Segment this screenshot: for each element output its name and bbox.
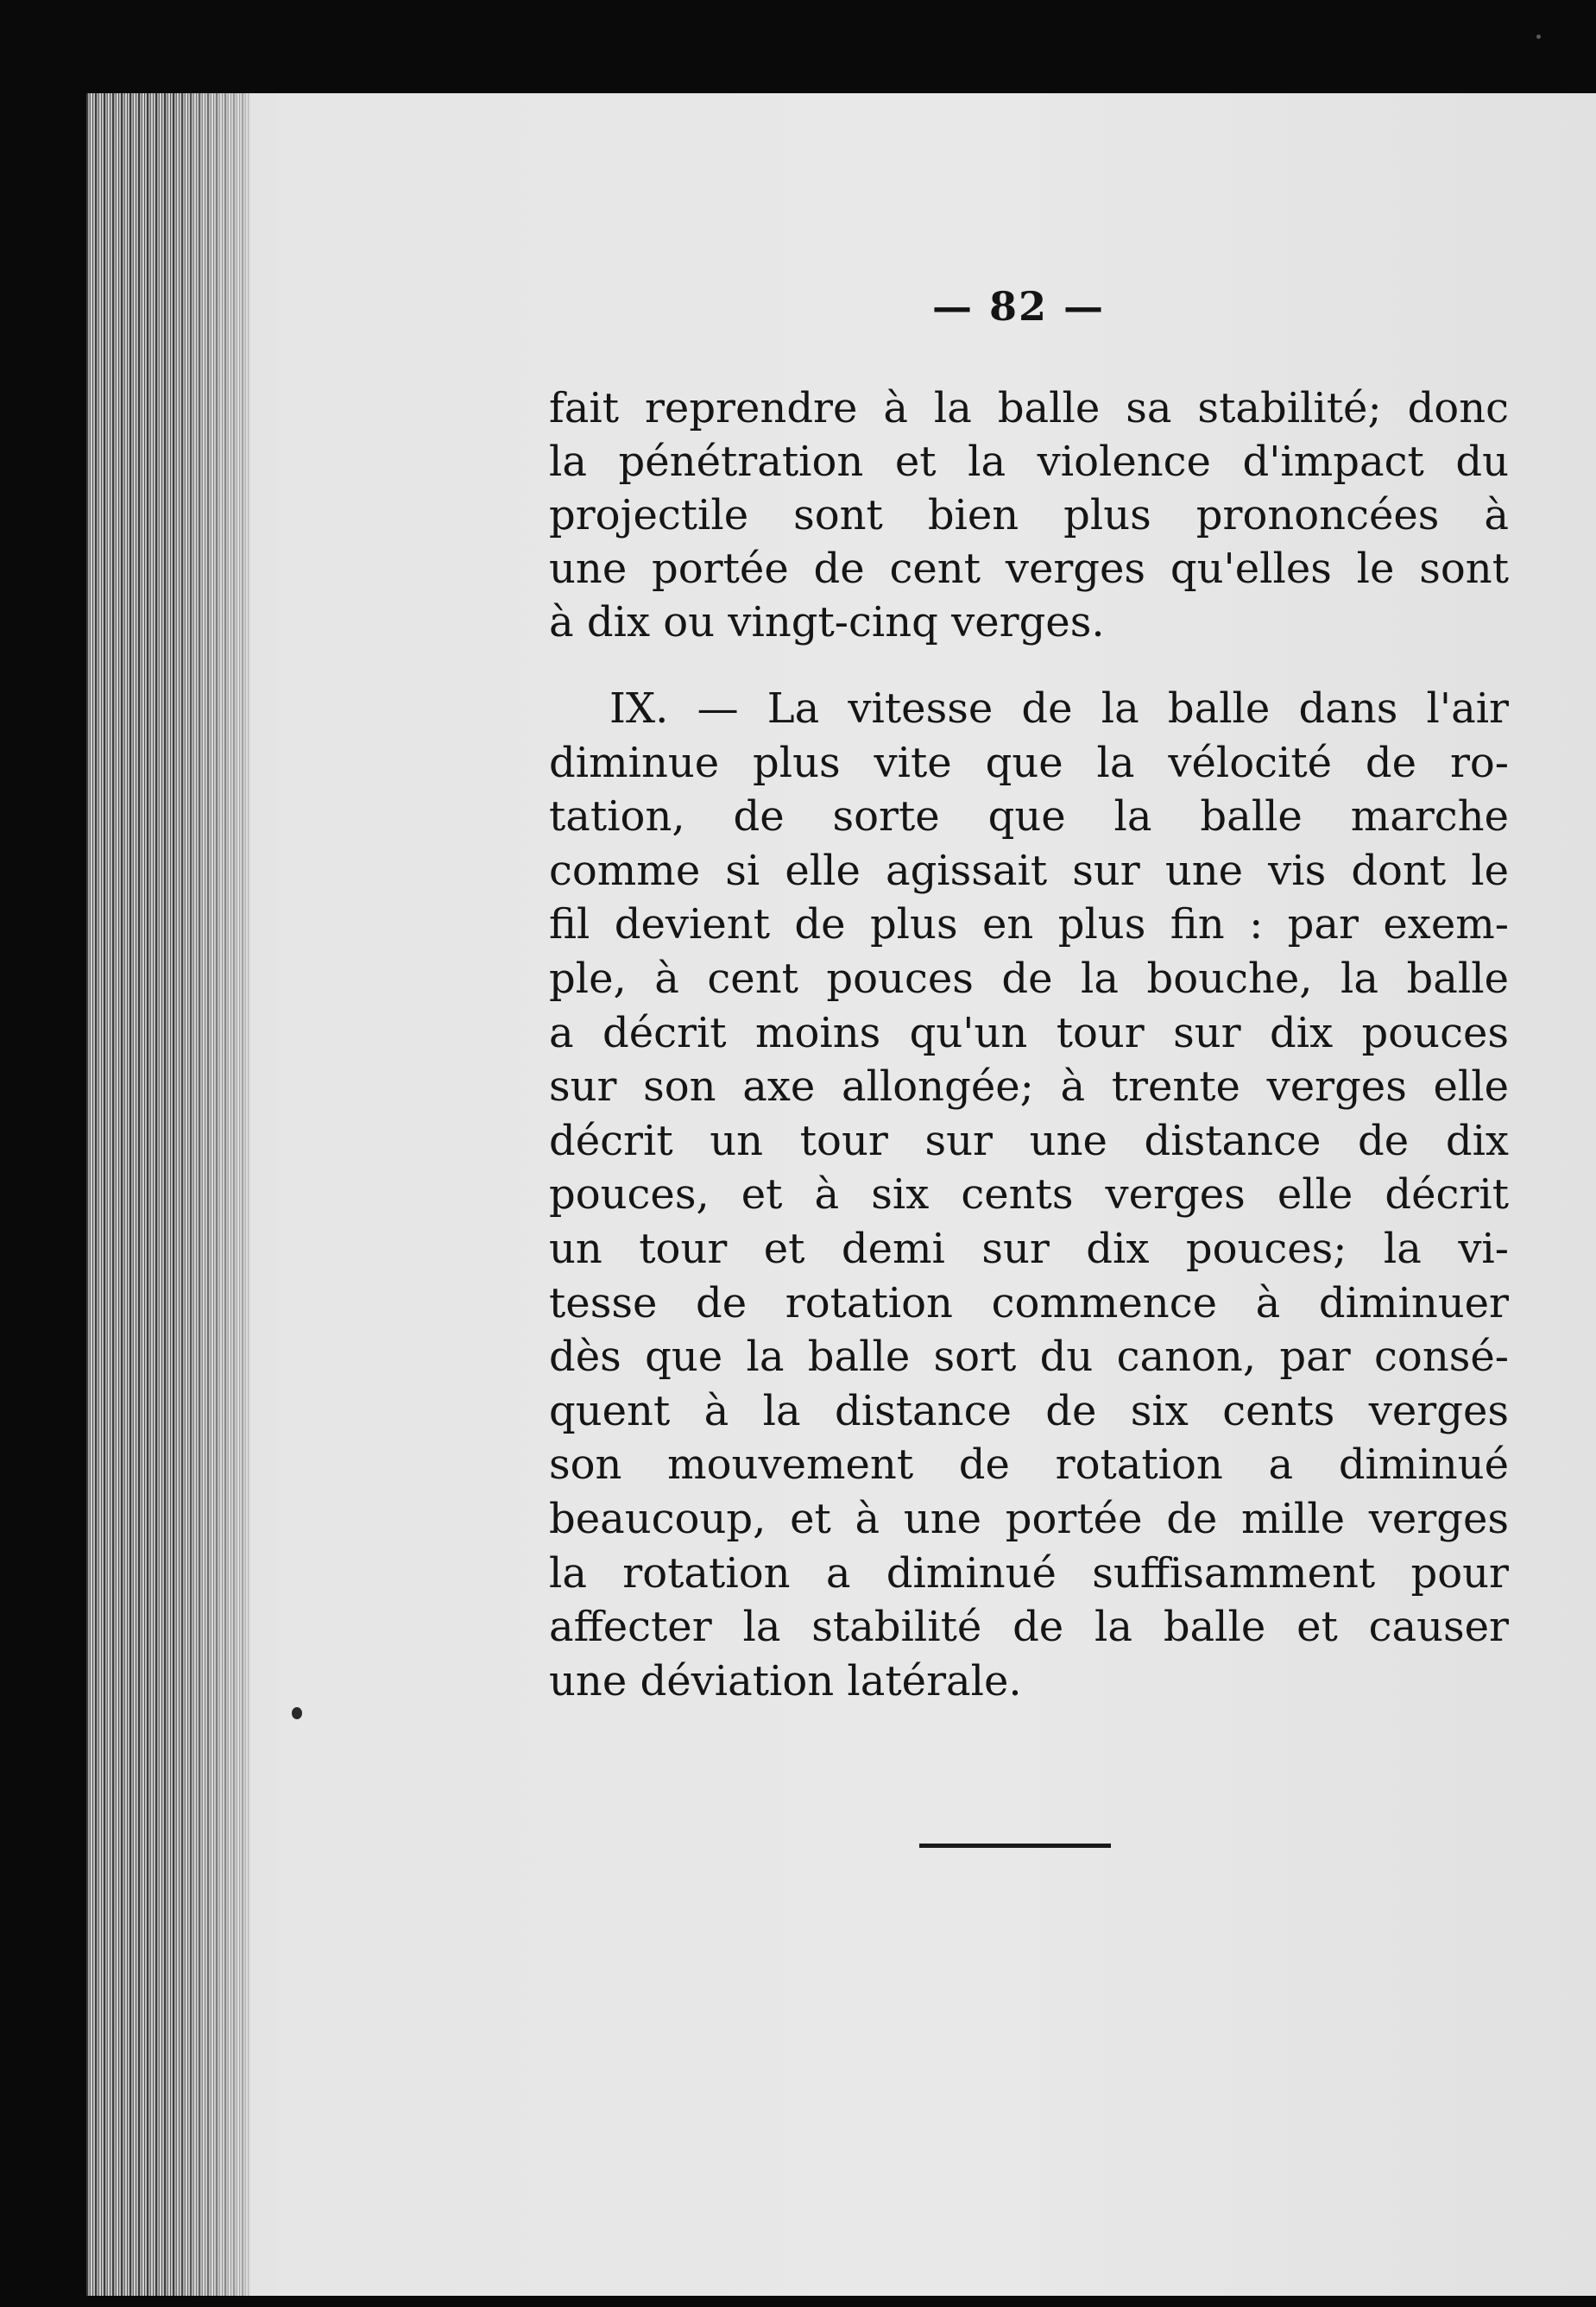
text-line: une déviation latérale.: [549, 1656, 1022, 1705]
text-line: pouces, et à six cents verges elle décrit: [549, 1170, 1509, 1220]
text-line: à dix ou vingt-cinq verges.: [549, 598, 1105, 646]
text-line: diminue plus vite que la vélocité de ro-: [549, 738, 1509, 787]
text-line: beaucoup, et à une portée de mille verges: [549, 1494, 1509, 1543]
text-line: tation, de sorte que la balle marche: [549, 792, 1509, 841]
scan-border-top: [0, 0, 1596, 93]
paragraph-section-ix: [549, 682, 1509, 1708]
text-line: IX. — La vitesse de la balle dans l'air: [609, 684, 1509, 733]
text-line: un tour et demi sur dix pouces; la vi-: [549, 1224, 1509, 1273]
text-line: quent à la distance de six cents verges: [549, 1386, 1509, 1435]
text-line: projectile sont bien plus prononcées à: [549, 491, 1509, 539]
end-rule: [919, 1844, 1111, 1848]
dust-speck: [292, 1707, 302, 1719]
page-number: — 82 —: [931, 283, 1106, 330]
text-line: tesse de rotation commence à diminuer: [549, 1278, 1509, 1327]
page-edges-fade: [173, 93, 276, 2296]
text-line: décrit un tour sur une distance de dix: [549, 1116, 1509, 1165]
scan-border-left: [0, 0, 86, 2307]
dust-speck: [1536, 35, 1541, 39]
text-line: comme si elle agissait sur une vis dont le: [549, 846, 1509, 895]
text-line: a décrit moins qu'un tour sur dix pouces: [549, 1008, 1509, 1057]
text-line: fil devient de plus en plus fin : par exem-: [549, 900, 1509, 949]
paragraph-continuation: [549, 381, 1509, 649]
text-line: sur son axe allongée; à trente verges elle: [549, 1062, 1509, 1112]
text-line: dès que la balle sort du canon, par consé-: [549, 1333, 1509, 1382]
text-line: la pénétration et la violence d'impact du: [549, 438, 1509, 486]
scan-border-bottom: [0, 2296, 1596, 2307]
text-line: affecter la stabilité de la balle et causer: [549, 1603, 1509, 1652]
text-line: son mouvement de rotation a diminué: [549, 1440, 1509, 1490]
text-line: une portée de cent verges qu'elles le sont: [549, 545, 1509, 593]
text-line: la rotation a diminué suffisamment pour: [549, 1548, 1509, 1598]
text-line: fait reprendre à la balle sa stabilité; donc: [549, 384, 1509, 432]
text-line: ple, à cent pouces de la bouche, la balle: [549, 954, 1509, 1003]
